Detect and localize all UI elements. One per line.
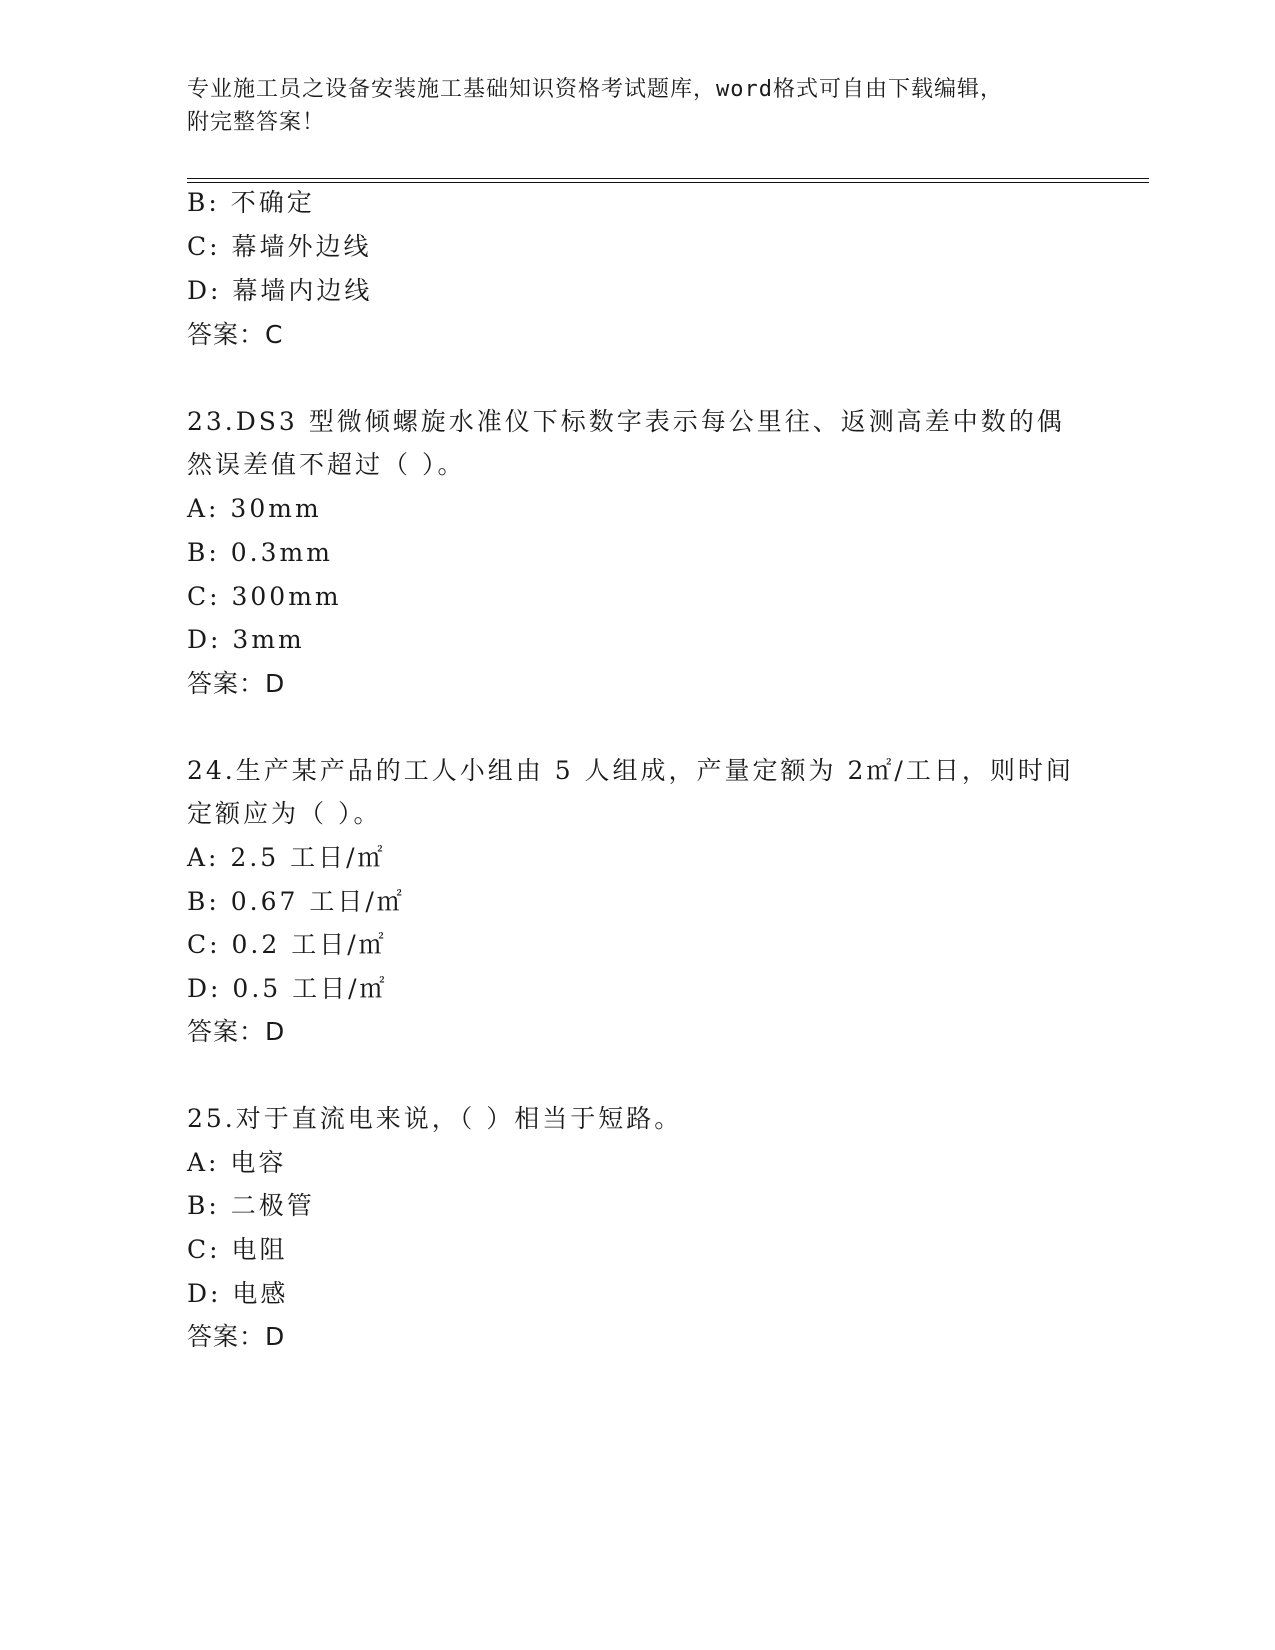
q25-answer: 答案：D: [187, 1322, 286, 1351]
q23-stem-line-1: 23.DS3 型微倾螺旋水准仪下标数字表示每公里往、返测高差中数的偶: [187, 407, 1065, 436]
q24-option-d: D: 0.5 工日/㎡: [187, 974, 388, 1003]
prev-answer: 答案：C: [187, 320, 284, 349]
q24-option-c: C: 0.2 工日/㎡: [187, 930, 387, 959]
header-divider-top: [187, 178, 1149, 179]
q23-option-b: B: 0.3mm: [187, 538, 333, 567]
q25-option-c: C: 电阻: [187, 1235, 288, 1264]
q24-stem-line-1: 24.生产某产品的工人小组由 5 人组成，产量定额为 2㎡/工日，则时间: [187, 756, 1074, 785]
q25-stem-line-1: 25.对于直流电来说，（ ）相当于短路。: [187, 1104, 683, 1133]
q25-option-a: A: 电容: [187, 1148, 287, 1177]
prev-option-c: C: 幕墙外边线: [187, 232, 372, 261]
q23-stem-line-2: 然误差值不超过（ ）。: [187, 450, 466, 479]
prev-option-b: B: 不确定: [187, 188, 315, 217]
header-text-a: 专业施工员之设备安装施工基础知识资格考试题库，: [187, 77, 717, 102]
header-text-b: 格式可自由下载编辑，: [773, 77, 1004, 102]
q25-option-d: D: 电感: [187, 1279, 289, 1308]
q23-option-d: D: 3mm: [187, 625, 305, 654]
q23-option-c: C: 300mm: [187, 582, 342, 611]
header-divider-bottom: [187, 182, 1149, 183]
q23-option-a: A: 30mm: [187, 494, 322, 523]
q24-option-a: A: 2.5 工日/㎡: [187, 843, 386, 872]
header-line-1: [187, 73, 1067, 106]
q25-option-b: B: 二极管: [187, 1191, 315, 1220]
q24-option-b: B: 0.67 工日/㎡: [187, 887, 405, 916]
q24-answer: 答案：D: [187, 1017, 286, 1046]
prev-option-d: D: 幕墙内边线: [187, 276, 373, 305]
header-line-2: 附完整答案！: [187, 110, 326, 135]
q23-answer: 答案：D: [187, 669, 286, 698]
document-header: [187, 73, 1067, 139]
header-text-word: word: [716, 77, 773, 102]
q24-stem-line-2: 定额应为（ ）。: [187, 799, 382, 828]
